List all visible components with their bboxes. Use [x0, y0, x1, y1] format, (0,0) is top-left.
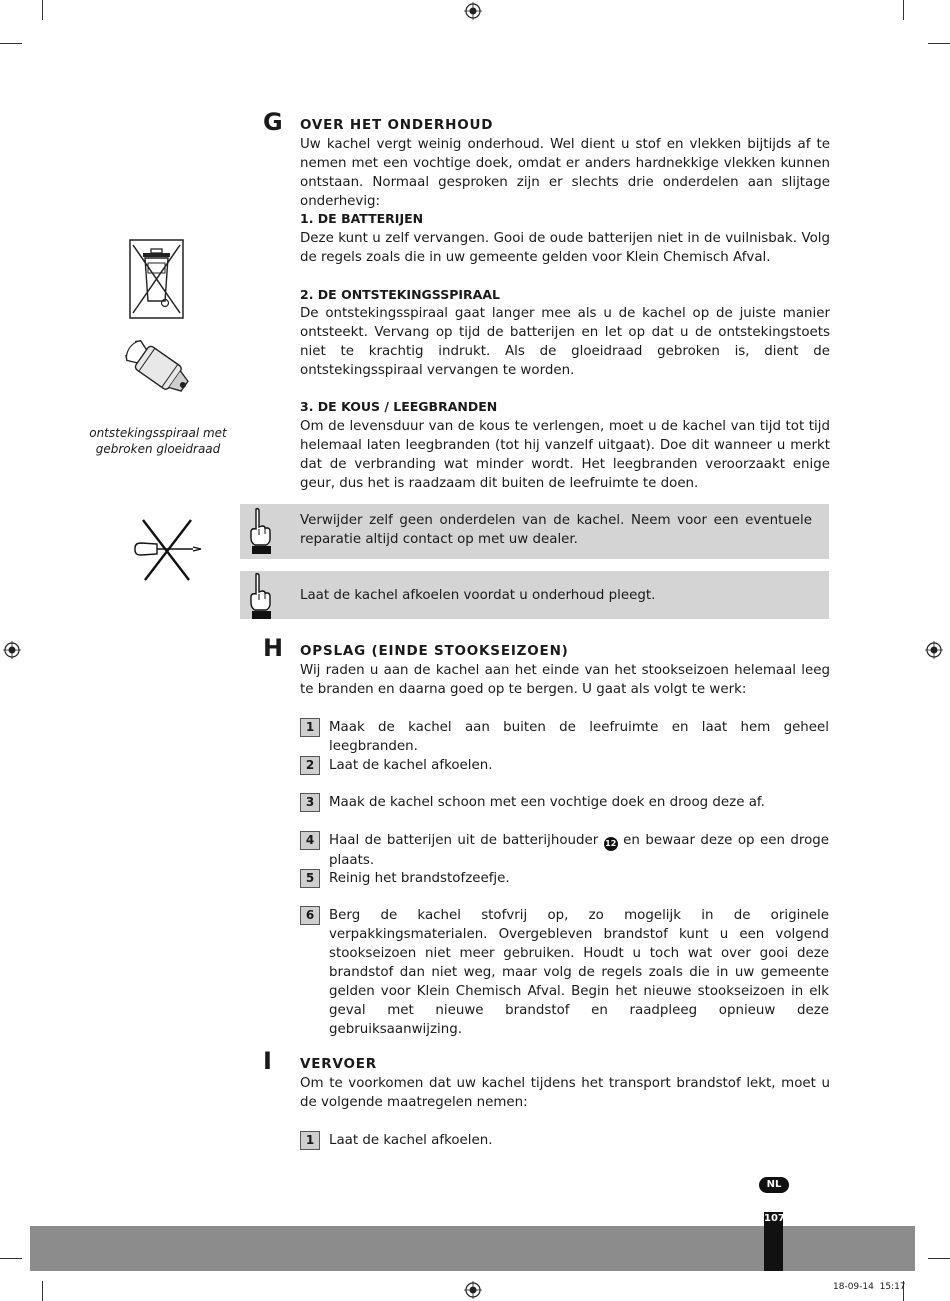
- crop-mark: [42, 0, 43, 20]
- section-intro-storage: Wij raden u aan de kachel aan het einde van het stookseizoen helemaal leeg te branden en daarna goed op te bergen. U gaat als volgt te werk:: [300, 663, 830, 697]
- step-number: 6: [300, 906, 320, 925]
- crop-mark: [42, 1281, 43, 1301]
- item-text-ignition-coil: De ontstekingsspiraal gaat langer mee als u de kachel op de juiste manier ontsteekt. Vervang op tijd de batterijen en let op dat u de ontstekingstoets niet te krachtig indrukt. Als de gloeidraad gebroken is, dient de ontstekingsspiraal vervangen te worden.: [300, 306, 830, 378]
- warning-note-box: [240, 571, 829, 619]
- print-timestamp: [833, 1282, 906, 1292]
- crop-mark: [928, 43, 950, 44]
- section-title-transport: VERVOER: [300, 1056, 377, 1072]
- section-letter-g: G: [263, 108, 283, 136]
- item-text-wick: Om de levensduur van de kous te verlengen, moet u de kachel van tijd tot tijd helemaal laten leegbranden (tot hij vanzelf uitgaat). Doe dit wanneer u merkt dat de verbranding wat minder wordt. Het leegbranden veroorzaakt enige geur, dus het is raadzaam dit buiten de leefruimte te doen.: [300, 419, 830, 491]
- step-text-part: Haal de batterijen uit de batterijhouder: [329, 833, 599, 848]
- crop-mark: [0, 1258, 22, 1259]
- print-date: 18-09-14: [833, 1282, 874, 1292]
- crop-mark: [928, 1258, 950, 1259]
- step-number: 3: [300, 793, 320, 812]
- pointing-hand-icon: [247, 507, 273, 556]
- item-title-ignition-coil: 2. DE ONTSTEKINGSSPIRAAL: [300, 287, 500, 302]
- step-text: Berg de kachel stofvrij op, zo mogelijk in de originele verpakkingsmaterialen. Overgebleven brandstof kunt u een volgend stookseizoen niet meer gebruiken. Houdt u toch wat over gooi deze brandstof dan niet weg, maar volg de regels zoals die in uw gemeente gelden voor Klein Chemisch Afval. Begin het nieuwe stookseizoen in elk geval met nieuwe brandstof en raadpleeg opnieuw deze gebruiksaanwijzing.: [329, 908, 829, 1037]
- registration-mark-icon: [3, 641, 21, 659]
- warning-note-box: [240, 504, 829, 559]
- registration-mark-icon: [464, 2, 482, 20]
- step-text: Laat de kachel afkoelen.: [329, 1133, 493, 1148]
- step-number: 5: [300, 869, 320, 888]
- ignition-coil-icon: [113, 336, 203, 404]
- pointing-hand-icon: [247, 572, 273, 621]
- item-text-batteries: Deze kunt u zelf vervangen. Gooi de oude batterijen niet in de vuilnisbak. Volg de regels zoals die in uw gemeente gelden voor Klein Chemisch Afval.: [300, 231, 830, 265]
- registration-mark-icon: [464, 1281, 482, 1299]
- step-number: 1: [300, 1131, 320, 1150]
- warning-note-text: Verwijder zelf geen onderdelen van de kachel. Neem voor een eventuele reparatie altijd contact op met uw dealer.: [300, 513, 812, 547]
- warning-note-text: Laat de kachel afkoelen voordat u onderhoud pleegt.: [300, 588, 656, 603]
- step-text: Laat de kachel afkoelen.: [329, 758, 493, 773]
- page-number-tab: [764, 1212, 783, 1271]
- image-caption-line-1: ontstekingsspiraal met: [89, 426, 227, 440]
- crossed-out-bin-icon: [129, 239, 184, 319]
- crop-mark: [903, 0, 904, 20]
- print-time: 15:17: [879, 1282, 906, 1292]
- item-title-wick: 3. DE KOUS / LEEGBRANDEN: [300, 399, 498, 414]
- section-letter-h: H: [263, 634, 284, 662]
- step-number: 1: [300, 718, 320, 737]
- battery-holder-reference-badge: 12: [604, 837, 618, 851]
- step-text: Reinig het brandstofzeefje.: [329, 871, 510, 886]
- item-title-batteries: 1. DE BATTERIJEN: [300, 211, 424, 226]
- language-badge: NL: [759, 1177, 789, 1193]
- page-number: 107: [764, 1213, 785, 1224]
- step-text: Maak de kachel aan buiten de leefruimte en laat hem geheel leegbranden.: [329, 720, 829, 754]
- step-number: 4: [300, 831, 320, 850]
- step-text: Maak de kachel schoon met een vochtige doek en droog deze af.: [329, 795, 765, 810]
- registration-mark-icon: [925, 641, 943, 659]
- no-screwdriver-icon: [133, 518, 203, 582]
- section-intro-maintenance: Uw kachel vergt weinig onderhoud. Wel dient u stof en vlekken bijtijds af te nemen met een vochtige doek, omdat er anders hardnekkige vlekken kunnen ontstaan. Normaal gesproken zijn er slechts drie onderdelen aan slijtage onderhevig:: [300, 137, 830, 209]
- section-title-maintenance: OVER HET ONDERHOUD: [300, 117, 494, 133]
- step-text-part: en bewaar deze op een droge plaats.: [329, 833, 830, 868]
- step-number: 2: [300, 756, 320, 775]
- section-intro-transport: Om te voorkomen dat uw kachel tijdens het transport brandstof lekt, moet u de volgende maatregelen nemen:: [300, 1076, 830, 1110]
- section-letter-i: I: [263, 1047, 272, 1075]
- section-title-storage: OPSLAG (EINDE STOOKSEIZOEN): [300, 643, 569, 659]
- step-text: [329, 831, 829, 870]
- image-caption-line-2: gebroken gloeidraad: [95, 442, 221, 456]
- crop-mark: [0, 43, 22, 44]
